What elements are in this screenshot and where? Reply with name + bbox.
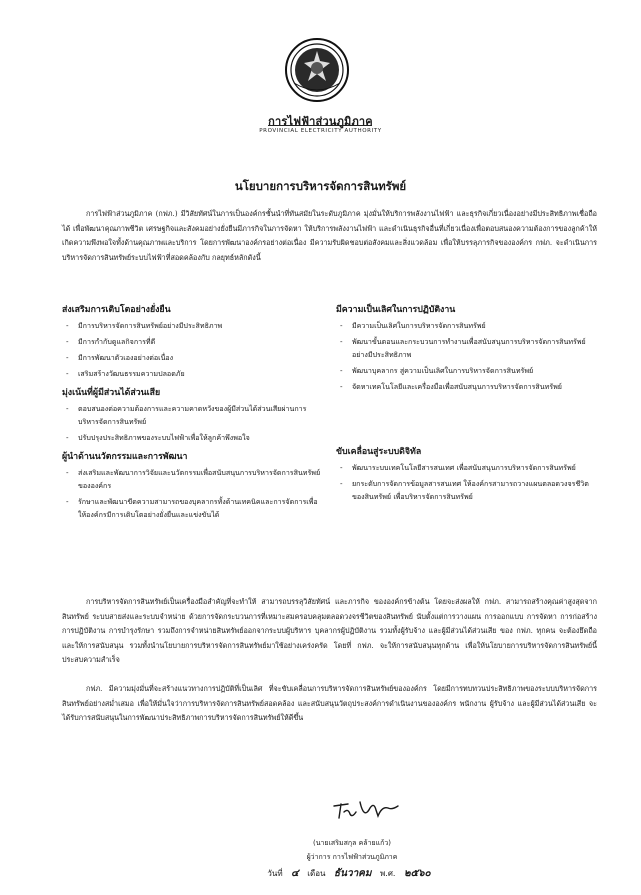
strategy-column-left: [62, 303, 322, 527]
strategy-section: [336, 303, 596, 393]
date-month: ธันวาคม: [334, 868, 372, 879]
list-item: - พัฒนาระบบเทคโนโลยีสารสนเทศ เพื่อสนับสนุนการบริหารจัดการสินทรัพย์: [336, 461, 596, 474]
signature-date: [262, 866, 442, 881]
closing-text-2: กฟภ. มีความมุ่งมั่นที่จะสร้างแนวทางการปฏิบัติที่เป็นเลิศ ที่จะขับเคลื่อนการบริหารจัดการสินทรัพย์ขององค์กร โดยมีการทบทวนประสิทธิภาพของระบบบริหารจัดการสินทรัพย์อย่างสม่ำเสมอ เพื่อให้มั่นใจว่าการบริหารจัดการสินทรัพย์สอดคล้อง และสนับสนุนวัตถุประสงค์การดำเนินงานขององค์กร พนักงาน ผู้รับจ้าง และผู้มีส่วนได้ส่วนเสีย จะได้รับการสนับสนุนในการพัฒนาประสิทธิภาพการบริหารจัดการสินทรัพย์ให้ดีขึ้น: [62, 684, 597, 723]
section-heading: ผู้นำด้านนวัตกรรมและการพัฒนา: [62, 452, 188, 462]
date-day: ๔: [291, 868, 299, 879]
intro-text: การไฟฟ้าส่วนภูมิภาค (กฟภ.) มีวิสัยทัศน์ในการเป็นองค์กรชั้นนำที่ทันสมัยในระดับภูมิภาค มุ่งมั่นให้บริการพลังงานไฟฟ้า และธุรกิจเกี่ยวเนื่องอย่างมีประสิทธิภาพเชื่อถือได้ เพื่อพัฒนาคุณภาพชีวิต เศรษฐกิจและสังคมอย่างยั่งยืนมีภารกิจในการจัดหา ให้บริการพลังงานไฟฟ้า และดำเนินธุรกิจอื่นที่เกี่ยวเนื่องเพื่อตอบสนองความต้องการของลูกค้าให้เกิดความพึงพอใจทั้งด้านคุณภาพและบริการ โดยการพัฒนาองค์กรอย่างต่อเนื่อง มีความรับผิดชอบต่อสังคมและสิ่งแวดล้อม เพื่อให้บรรลุภารกิจขององค์กร กฟภ. จะดำเนินการบริหารจัดการสินทรัพย์ระบบไฟฟ้าที่สอดคล้องกับ กลยุทธ์หลักดังนี้: [62, 209, 597, 262]
list-item: - ส่งเสริมและพัฒนาการวิจัยและนวัตกรรมเพื่อสนับสนุนการบริหารจัดการสินทรัพย์ขององค์กร: [62, 466, 322, 492]
org-name-thai: การไฟฟ้าส่วนภูมิภาค: [268, 115, 373, 128]
closing-paragraph-1: [62, 595, 597, 668]
closing-paragraph-2: [62, 682, 597, 726]
org-name-divider: [268, 125, 372, 126]
date-prefix: วันที่: [267, 869, 283, 878]
list-item: - รักษาและพัฒนาขีดความสามารถของบุคลากรทั้งด้านเทคนิคและการจัดการเพื่อให้องค์กรมีการเติบโตอย่างยั่งยืนและแข่งขันได้: [62, 495, 322, 521]
list-item: - ยกระดับการจัดการข้อมูลสารสนเทศ ให้องค์กรสามารถวางแผนตลอดวงจรชีวิตของสินทรัพย์ เพื่อบริหารจัดการสินทรัพย์: [336, 477, 596, 503]
date-year: ๒๕๖๐: [404, 868, 431, 879]
list-item: - จัดหาเทคโนโลยีและเครื่องมือเพื่อสนับสนุนการบริหารจัดการสินทรัพย์: [336, 380, 596, 393]
section-heading: มีความเป็นเลิศในการปฏิบัติงาน: [336, 305, 456, 315]
section-heading: ส่งเสริมการเติบโตอย่างยั่งยืน: [62, 305, 171, 315]
list-item: - มีการบริหารจัดการสินทรัพย์อย่างมีประสิทธิภาพ: [62, 319, 322, 332]
list-item: - พัฒนาบุคลากร สู่ความเป็นเลิศในการบริหารจัดการสินทรัพย์: [336, 364, 596, 377]
list-item: - มีความเป็นเลิศในการบริหารจัดการสินทรัพย์: [336, 319, 596, 332]
strategy-section: [336, 445, 596, 503]
section-heading: ขับเคลื่อนสู่ระบบดิจิทัล: [336, 447, 422, 457]
section-heading: มุ่งเน้นที่ผู้มีส่วนได้ส่วนเสีย: [62, 388, 161, 398]
document-title: นโยบายการบริหารจัดการสินทรัพย์: [234, 179, 407, 193]
list-item: - ปรับปรุงประสิทธิภาพของระบบไฟฟ้าเพื่อให้ลูกค้าพึงพอใจ: [62, 431, 322, 444]
signatory-name: (นายเสริมสกุล คล้ายแก้ว): [312, 839, 392, 847]
list-item: - ตอบสนองต่อความต้องการและความคาดหวังของผู้มีส่วนได้ส่วนเสียผ่านการบริหารจัดการสินทรัพย์: [62, 402, 322, 428]
intro-paragraph: [62, 207, 597, 265]
strategy-section: [62, 303, 322, 380]
strategy-section: [62, 386, 322, 444]
strategy-column-right: [336, 303, 596, 509]
signatory-position: ผู้ว่าการ การไฟฟ้าส่วนภูมิภาค: [306, 853, 398, 861]
handwritten-signature: [330, 796, 402, 824]
list-item: - พัฒนาขั้นตอนและกระบวนการทำงานเพื่อสนับสนุนการบริหารจัดการสินทรัพย์อย่างมีประสิทธิภาพ: [336, 335, 596, 361]
list-item: - มีการพัฒนาตัวเองอย่างต่อเนื่อง: [62, 351, 322, 364]
closing-text-1: การบริหารจัดการสินทรัพย์เป็นเครื่องมือสำคัญที่จะทำให้ สามารถบรรลุวิสัยทัศน์ และภารกิจ ขององค์กรข้างต้น โดยจะส่งผลให้ กฟภ. สามารถสร้างคุณค่าสูงสุดจากสินทรัพย์ ระบบสายส่งและระบบจำหน่าย ด้วยการจัดกระบวนการที่เหมาะสมครอบคลุมตลอดวงจรชีวิตของสินทรัพย์ นับตั้งแต่การวางแผน การออกแบบ การจัดหา การก่อสร้าง การปฏิบัติงาน การบำรุงรักษา รวมถึงการจำหน่ายสินทรัพย์ออกจากระบบผู้บริหาร บุคลากรผู้ปฏิบัติงาน รวมทั้งผู้รับจ้าง และผู้มีส่วนได้ส่วนเสีย ของ กฟภ. ทุกคน จะต้องยึดถือและให้การสนับสนุน รวมทั้งนำนโยบายการบริหารจัดการสินทรัพย์มาใช้อย่างเคร่งครัด โดยที่ กฟภ. จะให้การสนับสนุนทุกด้าน เพื่อให้นโยบายการบริหารจัดการสินทรัพย์นี้ประสบความสำเร็จ: [62, 597, 597, 665]
pea-emblem-icon: [284, 37, 350, 103]
date-year-label: พ.ศ.: [380, 869, 396, 878]
org-name-english: PROVINCIAL ELECTRICITY AUTHORITY: [259, 128, 382, 134]
strategy-section: [62, 450, 322, 521]
date-month-label: เดือน: [307, 869, 326, 878]
list-item: - เสริมสร้างวัฒนธรรมความปลอดภัย: [62, 367, 322, 380]
list-item: - มีการกำกับดูแลกิจการที่ดี: [62, 335, 322, 348]
